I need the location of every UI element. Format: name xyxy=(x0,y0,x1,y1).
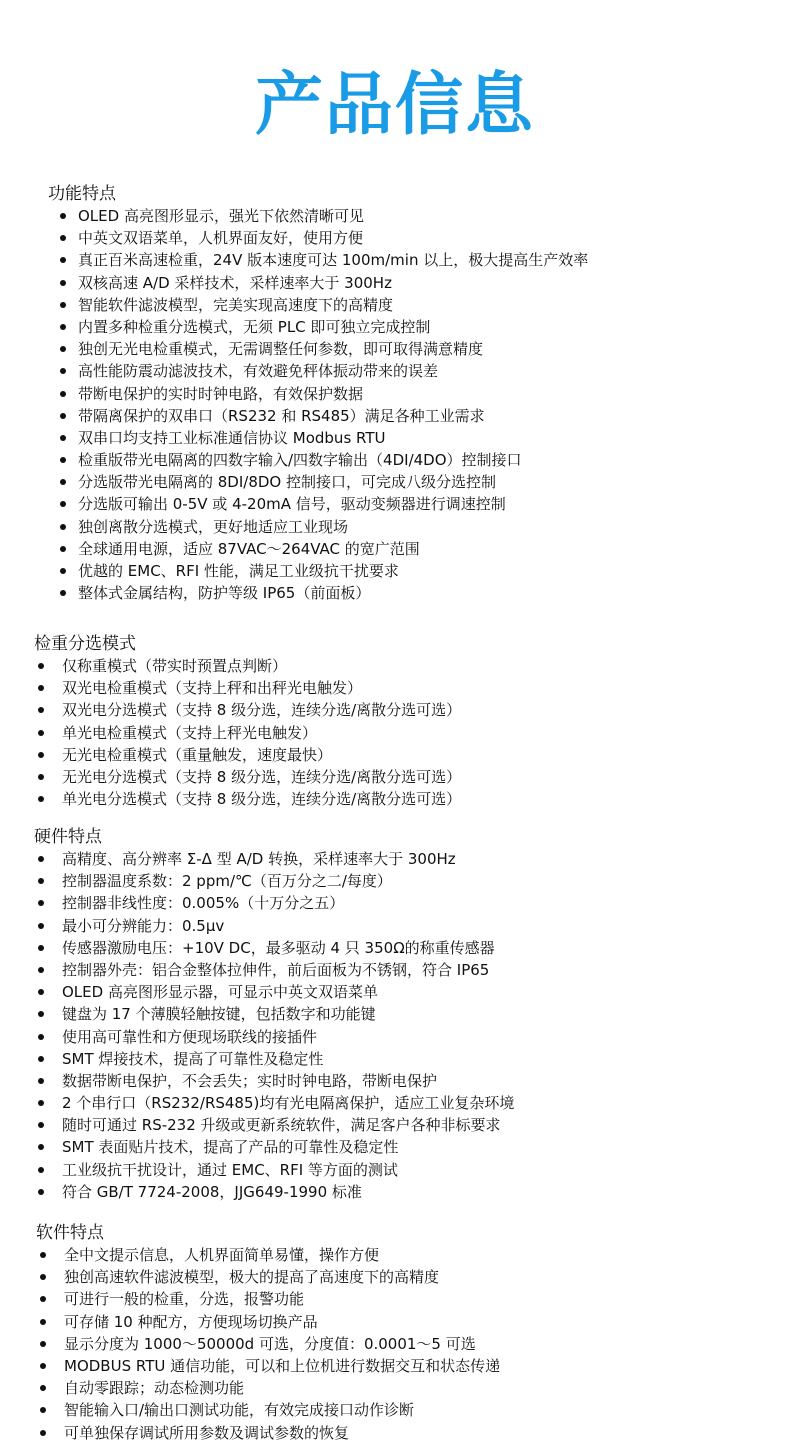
bullet-icon xyxy=(38,1034,44,1040)
list-item xyxy=(36,1333,476,1355)
bullet-icon xyxy=(38,707,44,713)
list-item-text: 单光电分选模式（支持 8 级分选，连续分选/离散分选可选） xyxy=(62,790,462,809)
list-item xyxy=(36,1266,440,1288)
bullet-icon xyxy=(40,1341,46,1347)
list-item-text: 2 个串行口（RS232/RS485)均有光电隔离保护，适应工业复杂环境 xyxy=(62,1094,515,1113)
bullet-icon xyxy=(38,945,44,951)
list-item xyxy=(36,1311,318,1333)
section-heading-features: 功能特点 xyxy=(48,184,116,204)
bullet-icon xyxy=(38,1189,44,1195)
section-hardware xyxy=(34,826,515,1203)
list-item xyxy=(34,699,462,721)
bullet-icon xyxy=(38,923,44,929)
list-item-text: 检重版带光电隔离的四数字输入/四数字输出（4DI/4DO）控制接口 xyxy=(78,451,522,470)
bullet-icon xyxy=(60,235,66,241)
bullet-icon xyxy=(60,324,66,330)
list-item-text: 无光电分选模式（支持 8 级分选，连续分选/离散分选可选） xyxy=(62,767,462,786)
list-item xyxy=(36,1422,350,1444)
list-item-text: MODBUS RTU 通信功能，可以和上位机进行数据交互和状态传递 xyxy=(64,1356,501,1375)
list-item-text: 分选版带光电隔离的 8DI/8DO 控制接口，可完成八级分选控制 xyxy=(78,473,497,492)
bullet-icon xyxy=(60,501,66,507)
list-item xyxy=(34,722,318,744)
bullet-icon xyxy=(60,479,66,485)
bullet-icon xyxy=(38,1167,44,1173)
list-item-text: OLED 高亮图形显示，强光下依然清晰可见 xyxy=(78,207,364,225)
bullet-icon xyxy=(38,1144,44,1150)
bullet-icon xyxy=(38,856,44,862)
list-item xyxy=(48,227,364,249)
page-title: 产品信息 xyxy=(254,66,535,145)
section-software xyxy=(36,1222,501,1444)
section-features xyxy=(48,183,589,604)
list-item-text: 真正百米高速检重，24V 版本速度可达 100m/min 以上，极大提高生产效率 xyxy=(78,251,589,270)
bullet-icon xyxy=(38,1011,44,1017)
list-item-text: 仅称重模式（带实时预置点判断） xyxy=(62,657,288,675)
list-item xyxy=(48,516,349,538)
bullet-icon xyxy=(40,1430,46,1436)
list-item xyxy=(48,316,431,338)
list-item xyxy=(34,959,490,981)
list-item-text: 高精度、高分辨率 Σ-Δ 型 A/D 转换，采样速率大于 300Hz xyxy=(62,850,456,868)
list-item-text: 随时可通过 RS-232 升级或更新系统软件，满足客户各种非标要求 xyxy=(62,1116,501,1135)
bullet-icon xyxy=(38,752,44,758)
list-item xyxy=(34,1136,399,1158)
list-item xyxy=(34,1114,501,1136)
list-item xyxy=(48,405,485,427)
list-item-text: 智能输入口/输出口测试功能，有效完成接口动作诊断 xyxy=(64,1401,415,1420)
list-item-text: 中英文双语菜单，人机界面友好，使用方便 xyxy=(78,229,364,248)
bullet-icon xyxy=(60,302,66,308)
list-item-text: 智能软件滤波模型，完美实现高速度下的高精度 xyxy=(78,295,394,314)
bullet-icon xyxy=(40,1252,46,1258)
list-item-text: 高性能防震动滤波技术，有效避免秤体振动带来的误差 xyxy=(78,362,439,381)
list-item xyxy=(34,1181,362,1203)
bullet-icon xyxy=(60,213,66,219)
bullet-icon xyxy=(38,685,44,691)
bullet-icon xyxy=(40,1407,46,1413)
section-heading-modes: 检重分选模式 xyxy=(34,634,136,654)
list-item-text: 独创离散分选模式，更好地适应工业现场 xyxy=(78,517,349,536)
list-item-text: 控制器温度系数：2 ppm/℃（百万分之二/每度） xyxy=(62,872,392,891)
bullet-icon xyxy=(60,346,66,352)
list-item xyxy=(48,582,371,604)
list-item-text: 独创高速软件滤波模型，极大的提高了高速度下的高精度 xyxy=(64,1268,440,1287)
bullet-icon xyxy=(38,730,44,736)
list-item-text: 带隔离保护的双串口（RS232 和 RS485）满足各种工业需求 xyxy=(78,406,485,425)
list-item-text: SMT 表面贴片技术，提高了产品的可靠性及稳定性 xyxy=(62,1138,399,1157)
list-item xyxy=(36,1377,245,1399)
list-item-text: 最小可分辨能力：0.5μv xyxy=(62,916,225,935)
list-item xyxy=(48,272,392,294)
section-heading-hardware: 硬件特点 xyxy=(34,827,102,847)
bullet-icon xyxy=(38,989,44,995)
software-list xyxy=(36,1244,501,1444)
list-item-text: 整体式金属结构，防护等级 IP65（前面板） xyxy=(78,584,371,603)
list-item-text: 工业级抗干扰设计，通过 EMC、RFI 等方面的测试 xyxy=(62,1160,398,1179)
list-item-text: 可进行一般的检重，分选，报警功能 xyxy=(64,1290,305,1309)
list-item-text: 键盘为 17 个薄膜轻触按键，包括数字和功能键 xyxy=(62,1005,376,1024)
list-item xyxy=(34,892,345,914)
bullet-icon xyxy=(60,280,66,286)
list-item xyxy=(34,1092,515,1114)
list-item-text: 内置多种检重分选模式，无须 PLC 即可独立完成控制 xyxy=(78,317,431,336)
list-item xyxy=(34,848,456,870)
bullet-icon xyxy=(38,900,44,906)
bullet-icon xyxy=(60,435,66,441)
list-item xyxy=(48,294,394,316)
list-item xyxy=(34,1003,376,1025)
list-item-text: 优越的 EMC、RFI 性能，满足工业级抗干扰要求 xyxy=(78,562,399,580)
list-item xyxy=(48,560,399,582)
list-item-text: 双光电检重模式（支持上秤和出秤光电触发） xyxy=(62,679,363,698)
list-item xyxy=(36,1288,305,1310)
bullet-icon xyxy=(38,796,44,802)
bullet-icon xyxy=(38,1056,44,1062)
list-item-text: 可单独保存调试所用参数及调试参数的恢复 xyxy=(64,1423,350,1442)
bullet-icon xyxy=(60,368,66,374)
list-item-text: 控制器非线性度：0.005%（十万分之五） xyxy=(62,894,345,913)
modes-list xyxy=(34,655,462,810)
bullet-icon xyxy=(60,257,66,263)
bullet-icon xyxy=(38,774,44,780)
list-item xyxy=(34,788,462,810)
bullet-icon xyxy=(38,1100,44,1106)
list-item xyxy=(34,744,333,766)
bullet-icon xyxy=(60,457,66,463)
list-item xyxy=(34,1048,324,1070)
list-item-text: 全中文提示信息，人机界面简单易懂，操作方便 xyxy=(64,1246,380,1264)
list-item-text: 分选版可输出 0-5V 或 4-20mA 信号，驱动变频器进行调速控制 xyxy=(78,495,506,514)
bullet-icon xyxy=(60,524,66,530)
list-item-text: 自动零跟踪；动态检测功能 xyxy=(64,1379,245,1398)
bullet-icon xyxy=(38,967,44,973)
list-item xyxy=(34,1070,438,1092)
bullet-icon xyxy=(40,1385,46,1391)
list-item-text: 全球通用电源，适应 87VAC～264VAC 的宽广范围 xyxy=(78,539,420,558)
list-item-text: 双串口均支持工业标准通信协议 Modbus RTU xyxy=(78,428,386,447)
section-heading-software: 软件特点 xyxy=(36,1223,104,1243)
list-item xyxy=(48,205,364,227)
bullet-icon xyxy=(60,391,66,397)
bullet-icon xyxy=(40,1274,46,1280)
list-item-text: 单光电检重模式（支持上秤光电触发） xyxy=(62,723,318,742)
list-item xyxy=(36,1399,415,1421)
list-item xyxy=(34,915,225,937)
list-item xyxy=(48,493,506,515)
bullet-icon xyxy=(38,1122,44,1128)
list-item xyxy=(48,360,439,382)
list-item xyxy=(48,383,364,405)
bullet-icon xyxy=(60,546,66,552)
list-item xyxy=(34,981,378,1003)
bullet-icon xyxy=(60,590,66,596)
bullet-icon xyxy=(40,1296,46,1302)
list-item-text: 数据带断电保护，不会丢失；实时时钟电路，带断电保护 xyxy=(62,1071,438,1090)
bullet-icon xyxy=(38,1078,44,1084)
list-item-text: 带断电保护的实时时钟电路，有效保护数据 xyxy=(78,384,364,403)
list-item-text: 可存储 10 种配方，方便现场切换产品 xyxy=(64,1312,318,1331)
section-modes xyxy=(34,633,462,810)
bullet-icon xyxy=(60,413,66,419)
list-item-text: 双光电分选模式（支持 8 级分选，连续分选/离散分选可选） xyxy=(62,701,462,720)
list-item xyxy=(48,338,484,360)
bullet-icon xyxy=(60,568,66,574)
hardware-list xyxy=(34,848,515,1203)
list-item-text: 符合 GB/T 7724-2008，JJG649-1990 标准 xyxy=(62,1182,362,1201)
list-item xyxy=(36,1355,501,1377)
list-item xyxy=(48,538,420,560)
list-item xyxy=(34,766,462,788)
list-item xyxy=(34,677,363,699)
list-item-text: 传感器激励电压：+10V DC，最多驱动 4 只 350Ω的称重传感器 xyxy=(62,938,495,957)
list-item-text: 控制器外壳：铝合金整体拉伸件，前后面板为不锈钢，符合 IP65 xyxy=(62,960,490,979)
list-item xyxy=(48,249,589,271)
list-item-text: OLED 高亮图形显示器，可显示中英文双语菜单 xyxy=(62,983,378,1002)
list-item xyxy=(34,1026,318,1048)
features-list xyxy=(48,205,589,604)
bullet-icon xyxy=(38,663,44,669)
list-item xyxy=(48,449,522,471)
list-item xyxy=(34,870,392,892)
list-item xyxy=(34,655,288,677)
list-item xyxy=(48,427,386,449)
list-item-text: 显示分度为 1000～50000d 可选，分度值：0.0001～5 可选 xyxy=(64,1334,476,1353)
list-item xyxy=(48,471,497,493)
list-item-text: 双核高速 A/D 采样技术，采样速率大于 300Hz xyxy=(78,273,392,292)
list-item-text: 使用高可靠性和方便现场联线的接插件 xyxy=(62,1027,318,1046)
list-item-text: SMT 焊接技术，提高了可靠性及稳定性 xyxy=(62,1049,324,1068)
list-item-text: 独创无光电检重模式，无需调整任何参数，即可取得满意精度 xyxy=(78,340,484,359)
bullet-icon xyxy=(40,1319,46,1325)
bullet-icon xyxy=(38,878,44,884)
list-item xyxy=(36,1244,380,1266)
list-item xyxy=(34,1159,398,1181)
bullet-icon xyxy=(40,1363,46,1369)
list-item xyxy=(34,937,495,959)
list-item-text: 无光电检重模式（重量触发，速度最快） xyxy=(62,745,333,764)
